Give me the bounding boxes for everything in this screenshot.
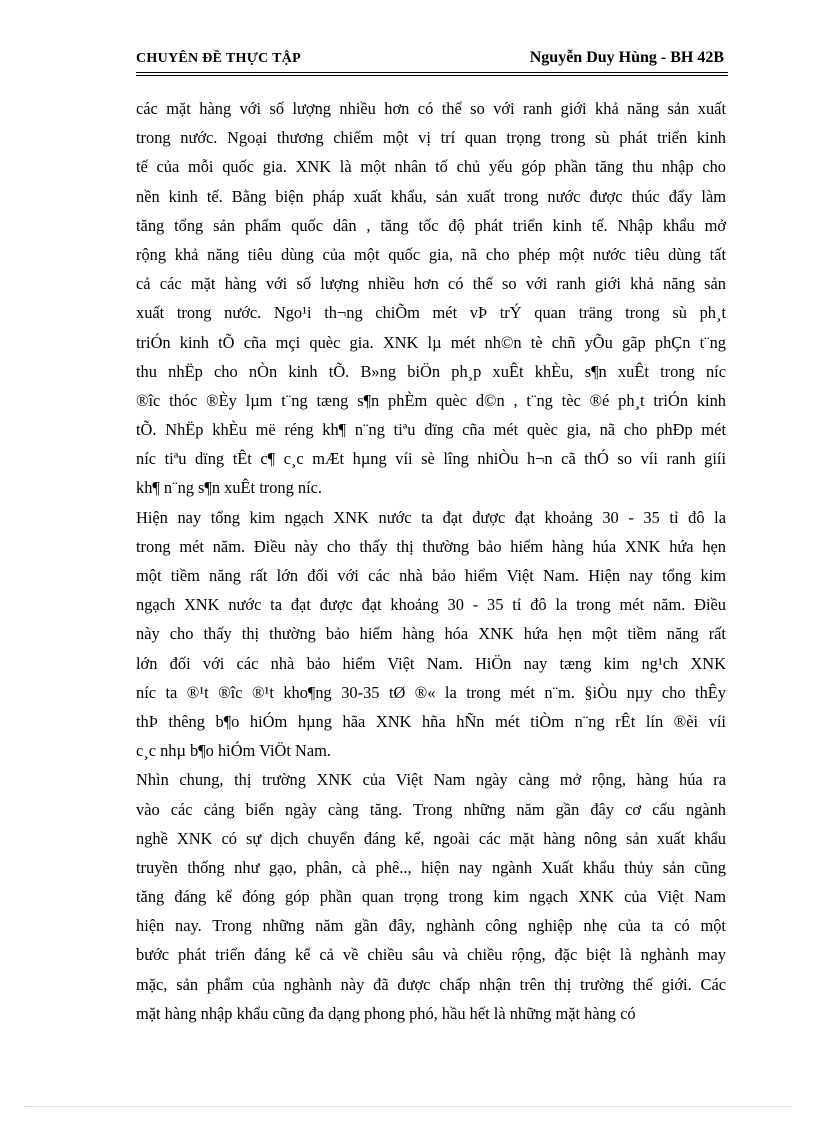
text-line: tăng tổng sản phẩm quốc dân , tăng tốc độ phát triển kinh tế. Nhập khẩu mở: [136, 215, 726, 235]
text-line: xuất trong nước. Ngo¹i th¬ng chiÕm mét vÞ trÝ quan träng trong sù ph¸t: [136, 303, 726, 323]
text-line: trong mét năm. Điều này cho thấy thị thường bảo hiểm hàng húa XNK hứa hẹn: [136, 536, 726, 556]
text-line: nền kinh tế. Bằng biện pháp xuất khẩu, sản xuất trong nước được thúc đẩy làm: [136, 186, 726, 206]
page-header: [136, 48, 728, 73]
text-line: mặc, sản phẩm của nghành này đã được chấp nhận trên thị trường thế giới. Các: [136, 974, 726, 994]
text-line: cả các mặt hàng với số lượng nhiều hơn có thể so với ranh giới khả năng sản: [136, 274, 726, 294]
text-line: ®îc thóc ®Èy lµm t¨ng tæng s¶n phÈm quèc d©n , t¨ng tèc ®é ph¸t triÓn kinh: [136, 390, 726, 410]
text-line: các mặt hàng với số lượng nhiều hơn có thể so với ranh giới khả năng sản xuất: [136, 99, 726, 118]
text-line: kh¶ n¨ng s¶n xuÊt trong níc.: [136, 478, 323, 498]
text-line: trong nước. Ngoại thương chiếm một vị trí quan trọng trong sù phát triển kinh: [136, 128, 726, 148]
text-line: nghề XNK có sự dịch chuyển đáng kể, ngoài các mặt hàng nông sản xuất khẩu: [136, 828, 726, 848]
header-title: CHUYÊN ĐỀ THỰC TẬP: [136, 51, 301, 66]
text-line: bước phát triển đáng kể cả về chiều sâu và chiều rộng, đặc biệt là nghành may: [136, 945, 726, 965]
header-divider: [136, 75, 728, 76]
text-line: Hiện nay tổng kim ngạch XNK nước ta đạt được đạt khoảng 30 - 35 tỉ đô la: [136, 507, 726, 527]
text-line: vào các cảng biển ngày càng tăng. Trong những năm gần đây cơ cấu ngành: [136, 799, 726, 819]
text-line: hiện nay. Trong những năm gần đây, nghành công nghiệp nhẹ của ta có một: [136, 916, 726, 936]
text-line: này cho thấy thị thường bảo hiểm hàng hóa XNK hứa hẹn một tiềm năng rất: [136, 624, 726, 644]
text-line: tăng đáng kể đóng góp phần quan trọng trong kim ngạch XNK của Việt Nam: [136, 887, 726, 907]
text-line: níc ta ®¹t ®îc ®¹t kho¶ng 30-35 tØ ®« la trong mét n¨m. §iÒu nµy cho thÊy: [136, 682, 726, 702]
text-line: ngạch XNK nước ta đạt được đạt khoảng 30 - 35 tỉ đô la trong mét năm. Điều: [136, 595, 726, 615]
text-line: thu nhËp cho nÒn kinh tÕ. B»ng biÖn ph¸p xuÊt khÈu, s¶n xuÊt trong níc: [136, 361, 726, 381]
page-bottom-border: [24, 1106, 792, 1107]
text-line: một tiềm năng rất lớn đối với các nhà bảo hiểm Việt Nam. Hiện nay tổng kim: [136, 566, 726, 585]
text-line: thÞ thêng b¶o hiÓm hµng hãa XNK hña hÑn mét tiÒm n¨ng rÊt lín ®èi víi: [136, 711, 726, 731]
text-line: truyền thống như gạo, phân, cà phê.., hiện nay ngành Xuất khẩu thủy sản cũng: [136, 857, 726, 877]
body-text: [136, 94, 726, 1028]
text-line: rộng khả năng tiêu dùng của một quốc gia, nã cho phép một nước tiêu dùng tất: [136, 244, 726, 264]
text-line: Nhìn chung, thị trường XNK của Việt Nam ngày càng mở rộng, hàng húa ra: [136, 770, 726, 790]
text-line: triÓn kinh tÕ cña mçi quèc gia. XNK lµ mét nh©n tè chñ yÕu gãp phÇn t¨ng: [136, 332, 726, 352]
text-line: tÕ. NhËp khÈu më réng kh¶ n¨ng tiªu dïng cña mét quèc gia, nã cho phÐp mét: [136, 420, 726, 440]
text-line: mặt hàng nhập khẩu cũng đa dạng phong phó, hầu hết là những mặt hàng có: [136, 1003, 636, 1023]
text-line: tế của mỗi quốc gia. XNK là một nhân tố chủ yếu góp phần tăng thu nhập cho: [136, 157, 726, 177]
text-line: c¸c nhµ b¶o hiÓm ViÖt Nam.: [136, 741, 331, 761]
text-line: lớn đối với các nhà bảo hiểm Việt Nam. HiÖn nay tæng kim ng¹ch XNK: [136, 653, 726, 673]
text-line: níc tiªu dïng tÊt c¶ c¸c mÆt hµng víi sè lîng nhiÒu h¬n cã thÓ so víi ranh giíi: [136, 449, 726, 469]
header-author: Nguyễn Duy Hùng - BH 42B: [529, 49, 724, 66]
